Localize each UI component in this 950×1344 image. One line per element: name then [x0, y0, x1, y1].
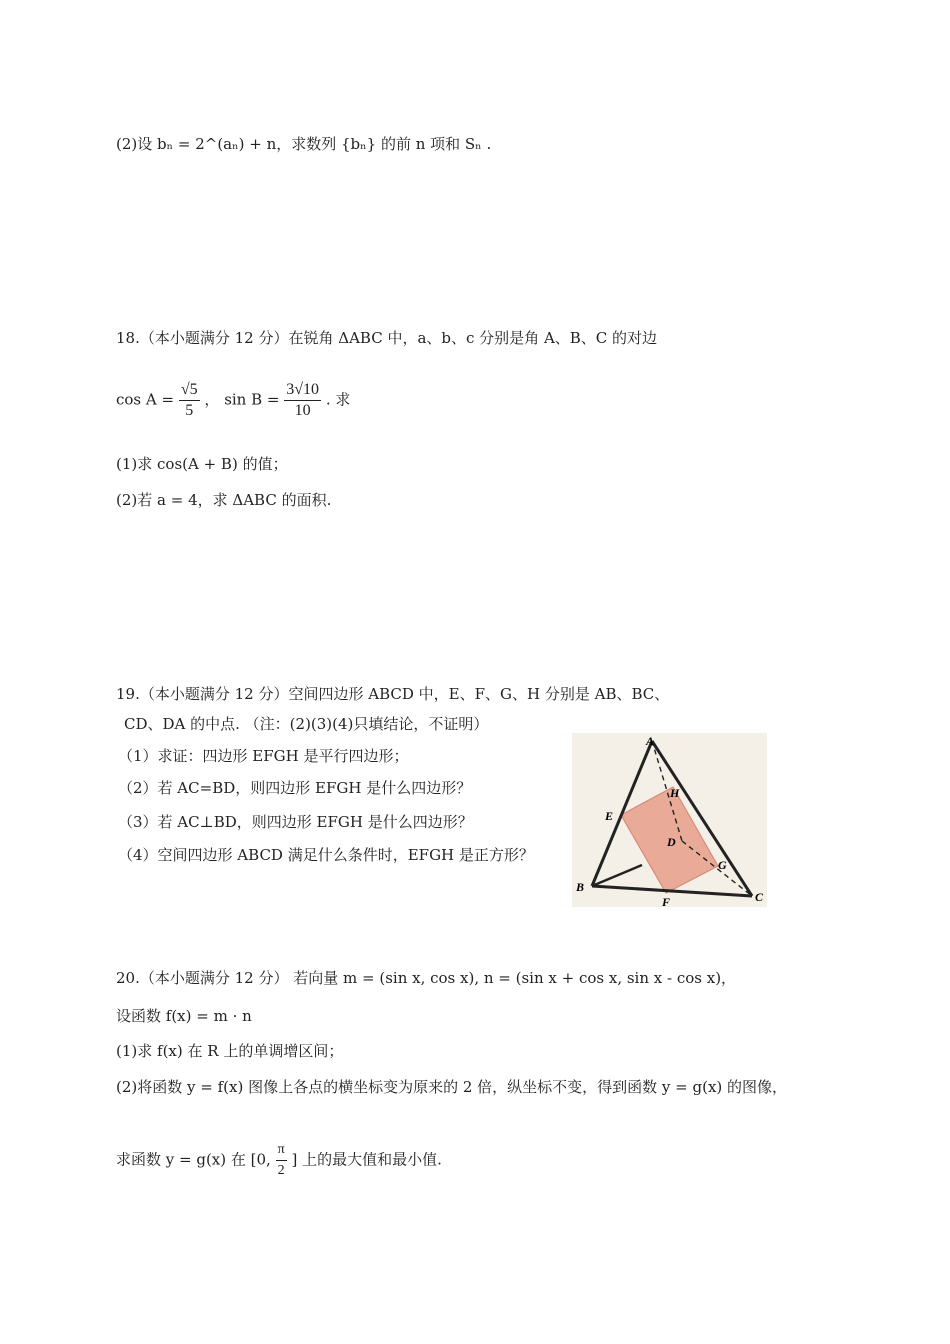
q19-part3: （3）若 AC⊥BD，则四边形 EFGH 是什么四边形？ [118, 813, 473, 831]
q20-part2b-post: ] 上的最大值和最小值. [291, 1150, 442, 1169]
cosA-label: cos A = [116, 390, 175, 409]
q18-tail: . 求 [325, 390, 351, 409]
label-g: G [718, 858, 727, 872]
tetrahedron-diagram [572, 733, 767, 907]
cosA-fraction [179, 380, 200, 421]
q20-part2: (2)将函数 y = f(x) 图像上各点的横坐标变为原来的 2 倍，纵坐标不变，得到函数 y = g(x) 的图像， [116, 1078, 788, 1096]
q20-line2: 设函数 f(x) = m · n [116, 1007, 252, 1025]
interval-denominator: 2 [277, 1163, 285, 1178]
q19-header: 19.（本小题满分 12 分）空间四边形 ABCD 中，E、F、G、H 分别是 AB、BC、 [116, 685, 670, 703]
sinB-numerator: 3√10 [284, 380, 321, 401]
cosA-numerator: √5 [179, 380, 200, 401]
interval-fraction [276, 1140, 287, 1181]
label-c: C [755, 890, 764, 904]
q19-part1: （1）求证：四边形 EFGH 是平行四边形； [118, 747, 409, 765]
sinB-fraction [284, 380, 321, 421]
q18-part1: (1)求 cos(A + B) 的值； [116, 455, 288, 473]
q20-part1: (1)求 f(x) 在 R 上的单调增区间； [116, 1042, 344, 1060]
label-e: E [605, 809, 614, 823]
q18-part2: (2)若 a = 4，求 ΔABC 的面积. [116, 491, 332, 509]
label-h: H [670, 786, 680, 800]
label-b: B [576, 880, 585, 894]
q20-part2b [116, 1140, 442, 1186]
label-f: F [662, 895, 671, 907]
q19-header2: CD、DA 的中点. （注：(2)(3)(4)只填结论，不证明） [124, 715, 489, 733]
label-d: D [667, 835, 676, 849]
sinB-label: ， sin B = [204, 390, 280, 409]
label-a: A [646, 734, 655, 748]
cosA-denominator: 5 [185, 402, 194, 419]
q20-header: 20.（本小题满分 12 分） 若向量 m = (sin x, cos x), n = (sin x + cos x, sin x - cos x)， [116, 969, 737, 987]
sinB-denominator: 10 [294, 402, 311, 419]
q18-given [116, 380, 350, 430]
tetrahedron-figure [572, 733, 767, 907]
interval-numerator: π [276, 1140, 287, 1161]
q17-part2: (2)设 bₙ = 2^(aₙ) + n，求数列 {bₙ} 的前 n 项和 Sₙ . [116, 135, 492, 153]
q19-part4: （4）空间四边形 ABCD 满足什么条件时，EFGH 是正方形？ [118, 846, 534, 864]
q19-part2: （2）若 AC=BD，则四边形 EFGH 是什么四边形？ [118, 779, 472, 797]
q20-part2b-pre: 求函数 y = g(x) 在 [0, [116, 1150, 271, 1169]
q18-header: 18.（本小题满分 12 分）在锐角 ΔABC 中，a、b、c 分别是角 A、B、C 的对边 [116, 329, 658, 347]
